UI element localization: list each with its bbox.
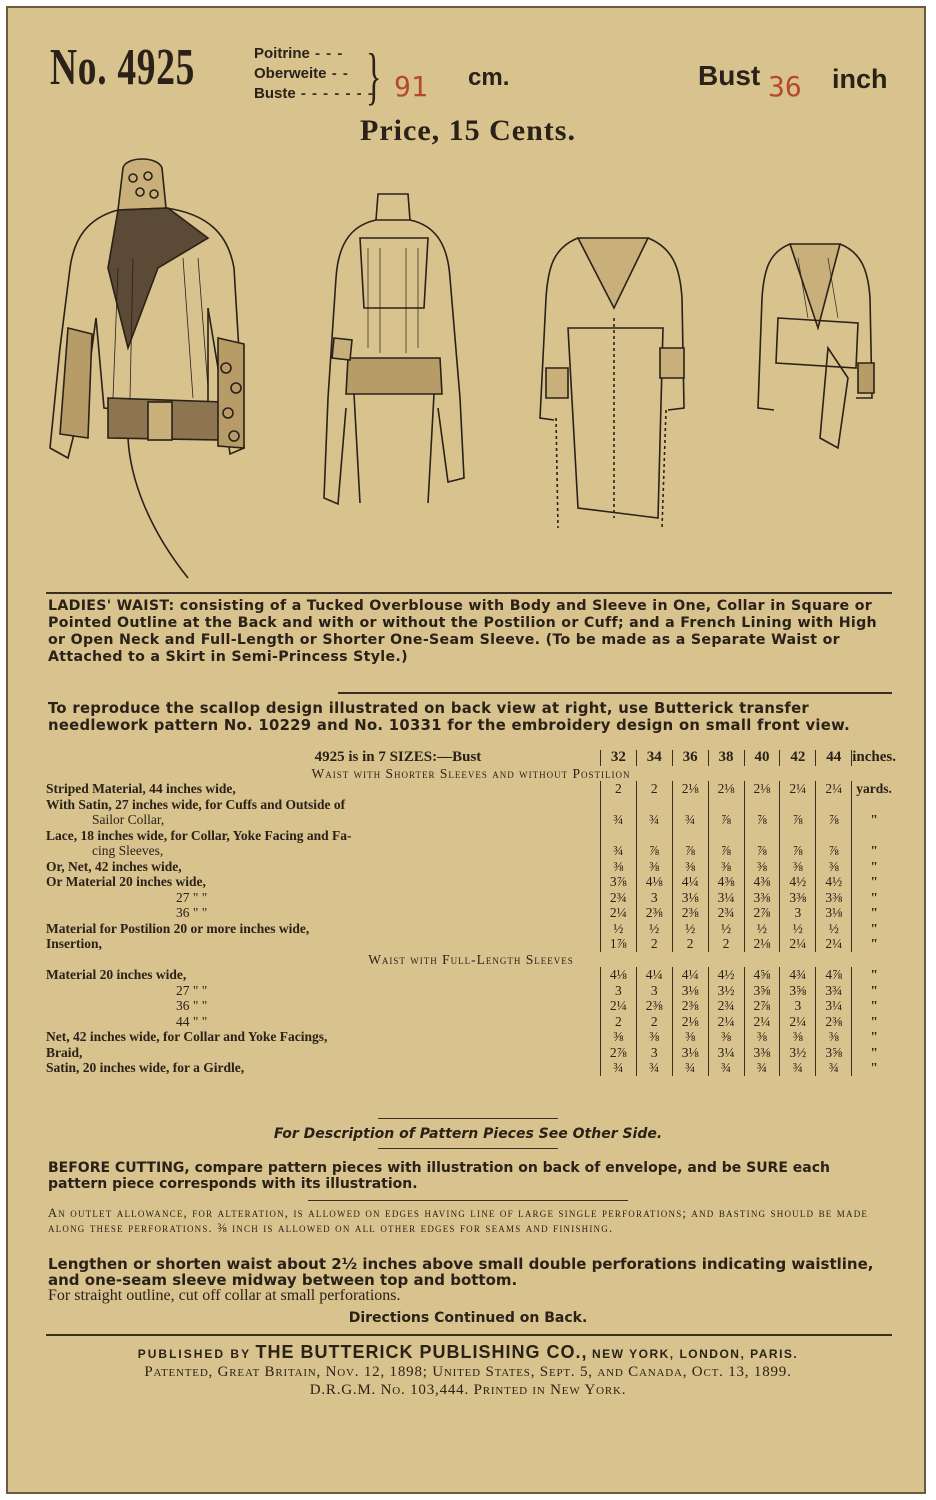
row-label: 36 " ": [176, 905, 208, 921]
row-value: 2¾: [708, 905, 744, 921]
small-front-view-illustration: [758, 244, 874, 448]
description-title: LADIES' WAIST:: [48, 598, 175, 614]
row-value: ¾: [744, 1060, 780, 1076]
table-row: [46, 983, 896, 999]
brace: }: [366, 40, 382, 111]
divider: [308, 1200, 628, 1201]
divider: [338, 692, 892, 694]
row-value: ⅞: [636, 843, 672, 859]
waist-description: [48, 598, 894, 666]
row-value: 3⅝: [780, 983, 816, 999]
row-value: 2⅛: [744, 936, 780, 952]
row-value: [672, 828, 708, 844]
row-value: ⅜: [816, 859, 852, 875]
row-label: cing Sleeves,: [92, 843, 164, 859]
table-row: [46, 797, 896, 813]
table-row: [46, 1045, 896, 1061]
row-value: 3¼: [708, 890, 744, 906]
row-unit: ": [852, 1060, 896, 1076]
drgm-line: D.R.G.M. No. 103,444. Printed in New York.: [309, 1382, 627, 1398]
back-view-pointed-collar-illustration: [540, 238, 684, 528]
row-value: 2: [600, 781, 636, 797]
row-value: ⅜: [636, 1029, 672, 1045]
pattern-envelope: [6, 6, 926, 1494]
row-value: ⅜: [780, 859, 816, 875]
row-value: [600, 828, 636, 844]
row-value: 3¼: [708, 1045, 744, 1061]
row-value: ⅜: [744, 859, 780, 875]
row-value: ⅞: [816, 812, 852, 828]
section-heading: Waist with Shorter Sleeves and without Postilion: [311, 765, 631, 781]
row-value: ⅞: [744, 812, 780, 828]
row-value: 3⅛: [672, 983, 708, 999]
row-value: 2¾: [600, 890, 636, 906]
size-header: 36: [672, 750, 708, 766]
row-value: ⅜: [816, 1029, 852, 1045]
garment-illustrations: [8, 148, 926, 588]
row-value: [744, 797, 780, 813]
row-value: 2⅜: [672, 998, 708, 1014]
row-value: 2¼: [600, 905, 636, 921]
row-value: 3⅛: [672, 1045, 708, 1061]
size-header: 44: [816, 750, 852, 766]
row-value: 2¼: [744, 1014, 780, 1030]
row-label: 27 " ": [176, 982, 208, 998]
row-value: 3¾: [816, 983, 852, 999]
patent-line: Patented, Great Britain, Nov. 12, 1898; United States, Sept. 5, and Canada, Oct. 13, 1899.: [144, 1364, 792, 1380]
row-value: ½: [636, 921, 672, 937]
sizes-table-grid: [46, 750, 896, 1076]
row-value: 2⅛: [744, 781, 780, 797]
row-value: 2: [708, 936, 744, 952]
row-value: [672, 797, 708, 813]
row-value: [708, 828, 744, 844]
row-value: ⅜: [708, 859, 744, 875]
row-value: ⅞: [708, 812, 744, 828]
table-row: [46, 859, 896, 875]
table-title: 4925 is in 7 SIZES:—Bust: [314, 749, 482, 766]
row-value: 3⅜: [816, 890, 852, 906]
row-value: ⅜: [600, 1029, 636, 1045]
table-row: [46, 828, 896, 844]
lengthen-note: Lengthen or shorten waist about 2½ inches above small double perforations indicating waistline, and one-seam sleeve midway between top and bottom.: [48, 1255, 874, 1289]
row-value: [636, 797, 672, 813]
pattern-number: No. 4925: [50, 39, 196, 96]
row-value: ⅜: [780, 1029, 816, 1045]
reproduce-note: To reproduce the scallop design illustrated on back view at right, use Butterick transfer needlework pattern No. 10229 and No. 10331 for the embroidery design on small front view.: [48, 700, 851, 734]
row-value: 3⅝: [744, 983, 780, 999]
row-value: [816, 797, 852, 813]
row-value: 3¼: [816, 998, 852, 1014]
row-unit: ": [852, 859, 896, 875]
table-row: [46, 1029, 896, 1045]
row-unit: ": [852, 921, 896, 937]
row-value: ¾: [636, 1060, 672, 1076]
bust-value: 36: [768, 70, 802, 103]
table-row: [46, 1060, 896, 1076]
table-row: [46, 843, 896, 859]
row-value: ¾: [708, 1060, 744, 1076]
row-value: ⅜: [744, 1029, 780, 1045]
inch-unit: inch: [832, 64, 888, 94]
row-value: ⅜: [672, 859, 708, 875]
row-value: ⅜: [672, 1029, 708, 1045]
row-label: Or Material 20 inches wide,: [46, 874, 206, 890]
row-unit: ": [852, 967, 896, 983]
publisher-cities: NEW YORK, LONDON, PARIS.: [592, 1347, 799, 1361]
table-row: [46, 781, 896, 797]
row-value: 3: [636, 890, 672, 906]
row-value: ¾: [600, 1060, 636, 1076]
row-unit: ": [852, 1014, 896, 1030]
row-label: Striped Material, 44 inches wide,: [46, 781, 236, 797]
row-label: Material for Postilion 20 or more inches wide,: [46, 920, 310, 936]
publisher-line: [8, 1342, 926, 1363]
row-value: 2⅛: [708, 781, 744, 797]
row-value: 3⅜: [744, 890, 780, 906]
row-value: 3⅞: [600, 874, 636, 890]
row-value: 3: [636, 1045, 672, 1061]
row-value: ½: [672, 921, 708, 937]
label-poitrine: Poitrine: [254, 45, 310, 62]
row-value: ¾: [780, 1060, 816, 1076]
back-view-square-collar-illustration: [324, 194, 464, 504]
row-unit: ": [852, 905, 896, 921]
table-section-row: [46, 952, 896, 968]
row-value: ½: [600, 921, 636, 937]
row-value: ¾: [600, 843, 636, 859]
row-value: ¾: [600, 812, 636, 828]
row-unit: ": [852, 874, 896, 890]
front-view-waist-illustration: [50, 159, 244, 578]
row-value: [636, 828, 672, 844]
divider: [378, 1118, 558, 1119]
row-value: 2⅜: [672, 905, 708, 921]
row-value: ⅞: [744, 843, 780, 859]
row-value: 2¼: [780, 781, 816, 797]
row-label: Braid,: [46, 1044, 83, 1060]
row-value: 4¼: [636, 967, 672, 983]
row-unit: ": [852, 998, 896, 1014]
row-value: 1⅞: [600, 936, 636, 952]
row-unit: ": [852, 843, 896, 859]
row-label: Lace, 18 inches wide, for Collar, Yoke Facing and Fa-: [46, 827, 352, 843]
row-value: 4⅝: [744, 967, 780, 983]
row-unit: [852, 797, 896, 813]
row-unit: ": [852, 812, 896, 828]
row-unit: ": [852, 1029, 896, 1045]
measure-labels: Poitrine - - - Oberweite - - Buste - - - - - - -: [254, 45, 374, 102]
row-unit: ": [852, 936, 896, 952]
table-row: [46, 890, 896, 906]
row-label: 44 " ": [176, 1013, 208, 1029]
divider: [378, 1148, 558, 1149]
row-value: 4⅛: [600, 967, 636, 983]
row-label: Insertion,: [46, 936, 102, 952]
row-value: 4½: [780, 874, 816, 890]
row-value: ⅞: [816, 843, 852, 859]
row-value: ⅜: [636, 859, 672, 875]
row-value: ¾: [636, 812, 672, 828]
row-value: 2⅛: [672, 1014, 708, 1030]
row-value: 2: [672, 936, 708, 952]
directions-continued: Directions Continued on Back.: [348, 1310, 588, 1326]
row-value: 2¼: [780, 936, 816, 952]
row-value: 2¾: [708, 998, 744, 1014]
publisher-name: THE BUTTERICK PUBLISHING CO.,: [255, 1342, 588, 1362]
row-label: 27 " ": [176, 889, 208, 905]
row-value: ¾: [672, 812, 708, 828]
table-row: [46, 874, 896, 890]
see-other-side: For Description of Pattern Pieces See Other Side.: [273, 1126, 663, 1142]
row-value: 2¼: [600, 998, 636, 1014]
row-value: ⅞: [780, 843, 816, 859]
row-value: 3½: [780, 1045, 816, 1061]
row-value: 3: [780, 998, 816, 1014]
row-label: Material 20 inches wide,: [46, 967, 187, 983]
row-unit: yards.: [852, 781, 896, 797]
row-label: Sailor Collar,: [92, 812, 165, 828]
table-row: [46, 936, 896, 952]
row-value: 4½: [708, 967, 744, 983]
row-value: [744, 828, 780, 844]
size-header: 40: [744, 750, 780, 766]
row-value: 2¼: [816, 936, 852, 952]
row-label: Satin, 20 inches wide, for a Girdle,: [46, 1060, 245, 1076]
row-value: ½: [816, 921, 852, 937]
row-value: 4¾: [780, 967, 816, 983]
size-header: 38: [708, 750, 744, 766]
row-value: [780, 797, 816, 813]
table-row: [46, 812, 896, 828]
table-row: [46, 998, 896, 1014]
size-header: 42: [780, 750, 816, 766]
row-label: With Satin, 27 inches wide, for Cuffs and Outside of: [46, 796, 346, 812]
row-value: 2⅞: [600, 1045, 636, 1061]
divider: [46, 592, 892, 594]
table-section-row: [46, 766, 896, 782]
row-value: 3⅝: [816, 1045, 852, 1061]
size-header: 34: [636, 750, 672, 766]
row-value: 3: [636, 983, 672, 999]
table-row: [46, 921, 896, 937]
row-value: 2⅜: [636, 905, 672, 921]
before-cutting: BEFORE CUTTING, compare pattern pieces with illustration on back of envelope, and be SURE each pattern piece corresponds with its illustration.: [48, 1160, 830, 1192]
row-value: 3½: [708, 983, 744, 999]
row-value: [708, 797, 744, 813]
table-row: [46, 967, 896, 983]
row-value: 3⅛: [816, 905, 852, 921]
row-value: ⅞: [780, 812, 816, 828]
row-value: ¾: [672, 1060, 708, 1076]
row-value: 4⅜: [708, 874, 744, 890]
row-value: [816, 828, 852, 844]
row-value: 3⅛: [672, 890, 708, 906]
published-by: PUBLISHED BY: [137, 1347, 252, 1361]
row-value: 2⅞: [744, 998, 780, 1014]
row-value: ⅜: [600, 859, 636, 875]
row-value: 2¼: [780, 1014, 816, 1030]
row-value: 2⅜: [636, 998, 672, 1014]
row-value: 2⅜: [816, 1014, 852, 1030]
row-value: 3: [780, 905, 816, 921]
row-value: 4⅞: [816, 967, 852, 983]
row-value: ½: [708, 921, 744, 937]
cm-value: 91: [394, 70, 428, 103]
row-value: [600, 797, 636, 813]
row-value: 4¼: [672, 967, 708, 983]
row-value: 2: [600, 1014, 636, 1030]
row-value: 2: [636, 781, 672, 797]
row-unit: ": [852, 890, 896, 906]
row-value: 4⅛: [636, 874, 672, 890]
table-row: [46, 1014, 896, 1030]
section-heading: Waist with Full-Length Sleeves: [368, 951, 574, 967]
size-header: 32: [600, 750, 636, 766]
row-value: 2¼: [816, 781, 852, 797]
bust-label: Bust: [698, 60, 761, 91]
row-value: ⅜: [708, 1029, 744, 1045]
label-buste: Buste: [254, 85, 296, 102]
row-value: 2¼: [708, 1014, 744, 1030]
label-oberweite: Oberweite: [254, 65, 327, 82]
row-value: ¾: [816, 1060, 852, 1076]
row-value: 2: [636, 936, 672, 952]
straight-outline-note: For straight outline, cut off collar at small perforations.: [48, 1287, 401, 1304]
row-value: 3: [600, 983, 636, 999]
row-value: [780, 828, 816, 844]
table-row: [46, 905, 896, 921]
sizes-table: [46, 750, 896, 1076]
description-text: consisting of a Tucked Overblouse with Body and Sleeve in One, Collar in Square or Pointed Outline at the Back and with or without the Postilion or Cuff; and a French Lining with High or Open Neck and Full-Length or Shorter One-Seam Sleeve. (To be made as a Separate Waist or Attached to a Skirt in Semi-Princess Style.): [48, 598, 877, 665]
row-value: 4½: [816, 874, 852, 890]
divider: [46, 1334, 892, 1336]
price: Price, 15 Cents.: [360, 114, 576, 147]
row-unit: ": [852, 1045, 896, 1061]
row-value: 4⅜: [744, 874, 780, 890]
row-value: 3⅜: [744, 1045, 780, 1061]
table-header-row: [46, 750, 896, 766]
row-value: 2⅛: [672, 781, 708, 797]
row-label: Or, Net, 42 inches wide,: [46, 858, 182, 874]
row-value: ⅞: [708, 843, 744, 859]
row-value: 2: [636, 1014, 672, 1030]
row-value: 4¼: [672, 874, 708, 890]
row-unit: ": [852, 983, 896, 999]
row-value: ½: [744, 921, 780, 937]
size-unit: inches.: [852, 749, 896, 766]
row-unit: [852, 828, 896, 844]
cm-unit: cm.: [468, 64, 510, 91]
outlet-note: An outlet allowance, for alteration, is allowed on edges having line of large single perforations; and basting should be made along these perforations. ⅜ inch is allowed on all other edges for seams and finishing.: [48, 1206, 869, 1235]
row-value: ⅞: [672, 843, 708, 859]
row-value: 3⅜: [780, 890, 816, 906]
row-label: 36 " ": [176, 998, 208, 1014]
row-value: 2⅞: [744, 905, 780, 921]
row-label: Net, 42 inches wide, for Collar and Yoke Facings,: [46, 1029, 328, 1045]
row-value: ½: [780, 921, 816, 937]
